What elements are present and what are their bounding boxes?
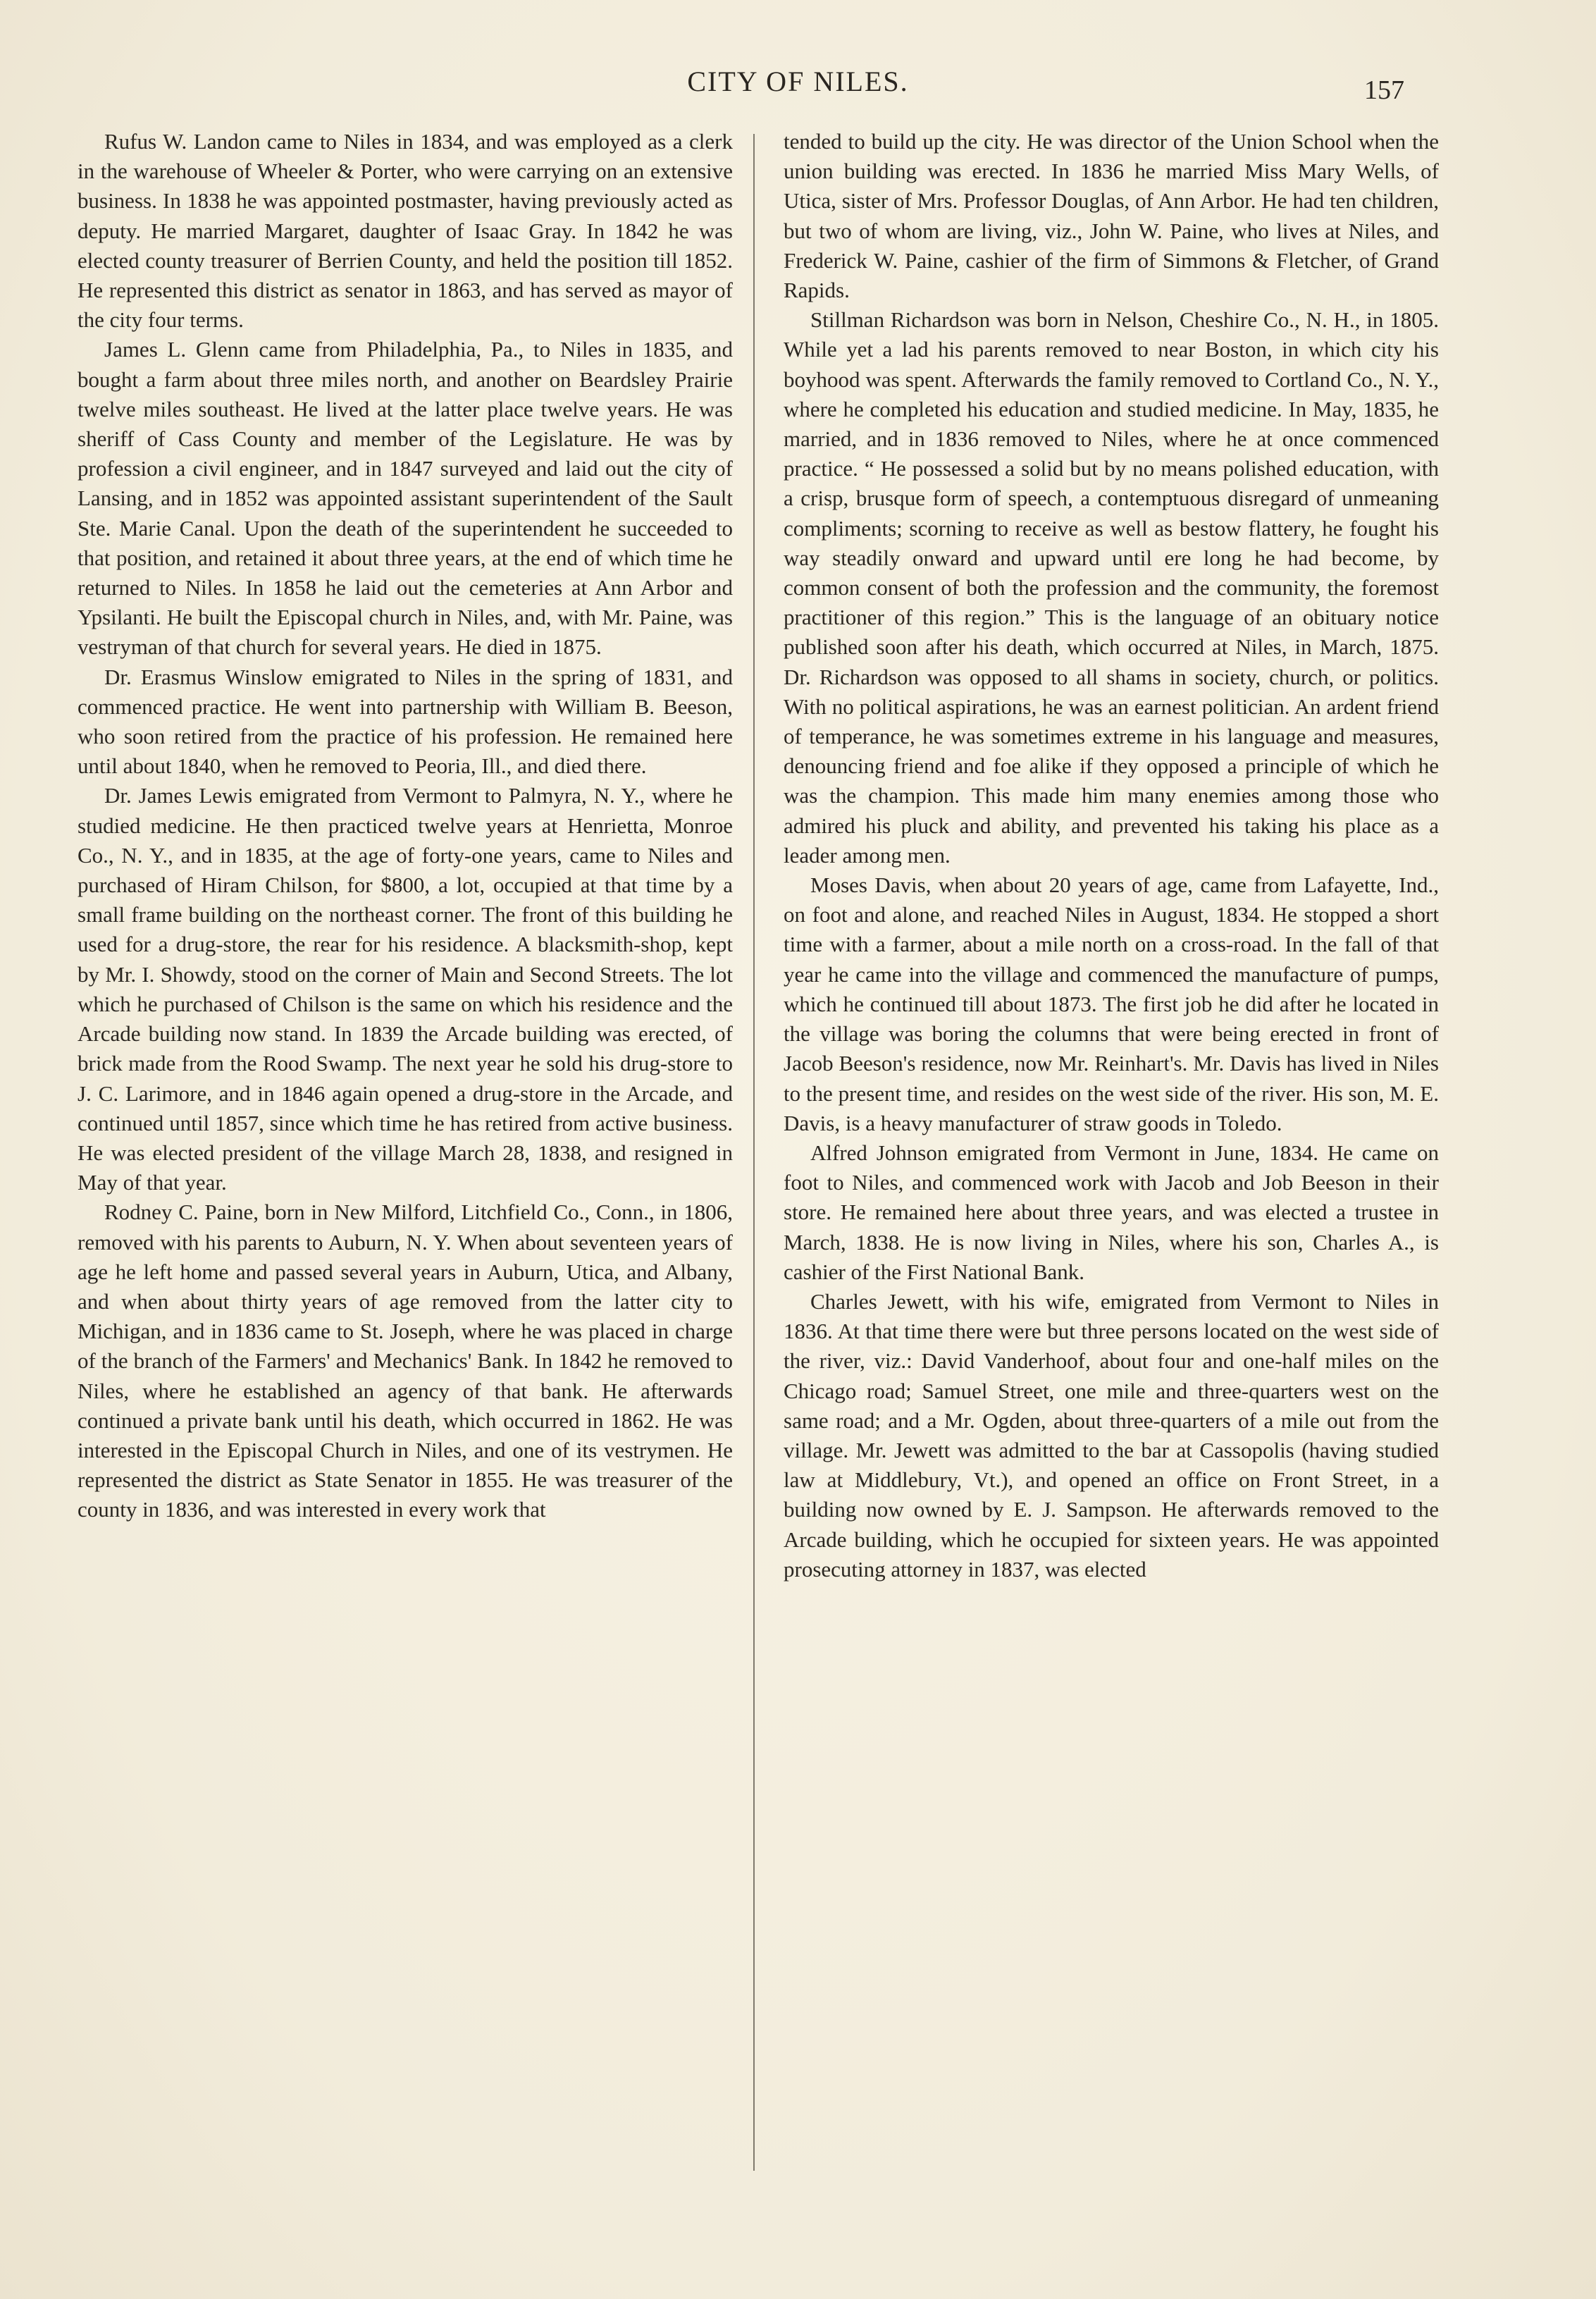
column-divider (753, 134, 755, 2171)
paragraph-richardson: Stillman Richardson was born in Nelson, Cheshire Co., N. H., in 1805. While yet a lad his parents removed to near Boston, in which city his boyhood was spent. Afterwards the family removed to Cortland Co., N. Y., where he completed his education and studied medicine. In May, 1835, he married, and in 1836 removed to Niles, where he at once commenced practice. “ He possessed a solid but by no means polished education, with a crisp, brusque form of speech, a contemptuous disregard of unmeaning compliments; scorning to receive as well as bestow flattery, he fought his way steadily onward and upward until ere long he had become, by common consent of both the profession and the community, the foremost practitioner of this region.” This is the language of an obituary notice published soon after his death, which occurred at Niles, in March, 1875. Dr. Richardson was opposed to all shams in society, church, or politics. With no political aspirations, he was an earnest politician. An ardent friend of temperance, he was sometimes extreme in his language and measures, denouncing friend and foe alike if they opposed a principle of which he was the champion. This made him many enemies among those who admired his pluck and ability, and prevented his taking his place as a leader among men. (784, 307, 1439, 868)
paragraph-paine-continued: tended to build up the city. He was director of the Union School when the union building was erected. In 1836 he married Miss Mary Wells, of Utica, sister of Mrs. Professor Douglas, of Ann Arbor. He had ten children, but two of whom are living, viz., John W. Paine, who lives at Niles, and Frederick W. Paine, cashier of the firm of Simmons & Fletcher, of Grand Rapids. (784, 129, 1439, 303)
paragraph-davis: Moses Davis, when about 20 years of age, came from Lafayette, Ind., on foot and alone, and reached Niles in August, 1834. He stopped a short time with a farmer, about a mile north on a cross-road. In the fall of that year he came into the village and commenced the manufacture of pumps, which he continued till about 1873. The first job he did after he located in the village was boring the columns that were being erected in front of Jacob Beeson's residence, now Mr. Reinhart's. Mr. Davis has lived in Niles to the present time, and resides on the west side of the river. His son, M. E. Davis, is a heavy manufacturer of straw goods in Toledo. (784, 873, 1439, 1135)
running-head-title: CITY OF NILES. (687, 66, 909, 97)
paragraph-landon: Rufus W. Landon came to Niles in 1834, and was employed as a clerk in the warehouse of Wheeler & Porter, who were carrying on an extensive business. In 1838 he was appointed postmaster, having previously acted as deputy. He married Margaret, daughter of Isaac Gray. In 1842 he was elected county treasurer of Berrien County, and held the position till 1852. He represented this district as senator in 1863, and has served as mayor of the city four terms. (78, 129, 733, 333)
paragraph-jewett: Charles Jewett, with his wife, emigrated from Vermont to Niles in 1836. At that time there were but three persons located on the west side of the river, viz.: David Vanderhoof, about four and one-half miles on the Chicago road; Samuel Street, one mile and three-quarters west on the same road; and a Mr. Ogden, about three-quarters of a mile out from the village. Mr. Jewett was admitted to the bar at Cassopolis (having studied law at Middlebury, Vt.), and opened an office on Front Street, in a building now owned by E. J. Sampson. He afterwards removed to the Arcade building, which he occupied for sixteen years. He was appointed prosecuting attorney in 1837, was elected (784, 1288, 1439, 1582)
right-column (784, 127, 1439, 1584)
page-number: 157 (1364, 75, 1404, 105)
paragraph-johnson: Alfred Johnson emigrated from Vermont in June, 1834. He came on foot to Niles, and commenced work with Jacob and Job Beeson in their store. He remained here about three years, and was elected a trustee in March, 1838. He is now living in Niles, where his son, Charles A., is cashier of the First National Bank. (784, 1140, 1439, 1284)
paragraph-paine: Rodney C. Paine, born in New Milford, Litchfield Co., Conn., in 1806, removed with his parents to Auburn, N. Y. When about seventeen years of age he left home and passed several years in Auburn, Utica, and Albany, and when about thirty years of age removed from the latter city to Michigan, and in 1836 came to St. Joseph, where he was placed in charge of the branch of the Farmers' and Mechanics' Bank. In 1842 he removed to Niles, where he established an agency of that bank. He afterwards continued a private bank until his death, which occurred in 1862. He was interested in the Episcopal Church in Niles, and one of its vestrymen. He represented the district as State Senator in 1855. He was treasurer of the county in 1836, and was interested in every work that (78, 1200, 733, 1522)
paragraph-winslow: Dr. Erasmus Winslow emigrated to Niles in the spring of 1831, and commenced practice. He went into partnership with William B. Beeson, who soon retired from the practice of his profession. He remained here until about 1840, when he removed to Peoria, Ill., and died there. (78, 664, 733, 779)
paragraph-lewis: Dr. James Lewis emigrated from Vermont to Palmyra, N. Y., where he studied medicine. He then practiced twelve years at Henrietta, Monroe Co., N. Y., and in 1835, at the age of forty-one years, came to Niles and purchased of Hiram Chilson, for $800, a lot, occupied at that time by a small frame building on the northeast corner. The front of this building he used for a drug-store, the rear for his residence. A blacksmith-shop, kept by Mr. I. Showdy, stood on the corner of Main and Second Streets. The lot which he purchased of Chilson is the same on which his residence and the Arcade building now stand. In 1839 the Arcade building was erected, of brick made from the Rood Swamp. The next year he sold his drug-store to J. C. Larimore, and in 1846 again opened a drug-store in the Arcade, and continued until 1857, since which time he has retired from active business. He was elected president of the village March 28, 1838, and resigned in May of that year. (78, 783, 733, 1195)
paragraph-glenn: James L. Glenn came from Philadelphia, Pa., to Niles in 1835, and bought a farm about three miles north, and another on Beardsley Prairie twelve miles southeast. He lived at the latter place twelve years. He was sheriff of Cass County and member of the Legislature. He was by profession a civil engineer, and in 1847 surveyed and laid out the city of Lansing, and in 1852 was appointed assistant superintendent of the Sault Ste. Marie Canal. Upon the death of the superintendent he succeeded to that position, and retained it about three years, at the end of which time he returned to Niles. In 1858 he laid out the cemeteries at Ann Arbor and Ypsilanti. He built the Episcopal church in Niles, and, with Mr. Paine, was vestryman of that church for several years. He died in 1875. (78, 337, 733, 660)
left-column (78, 127, 733, 1525)
